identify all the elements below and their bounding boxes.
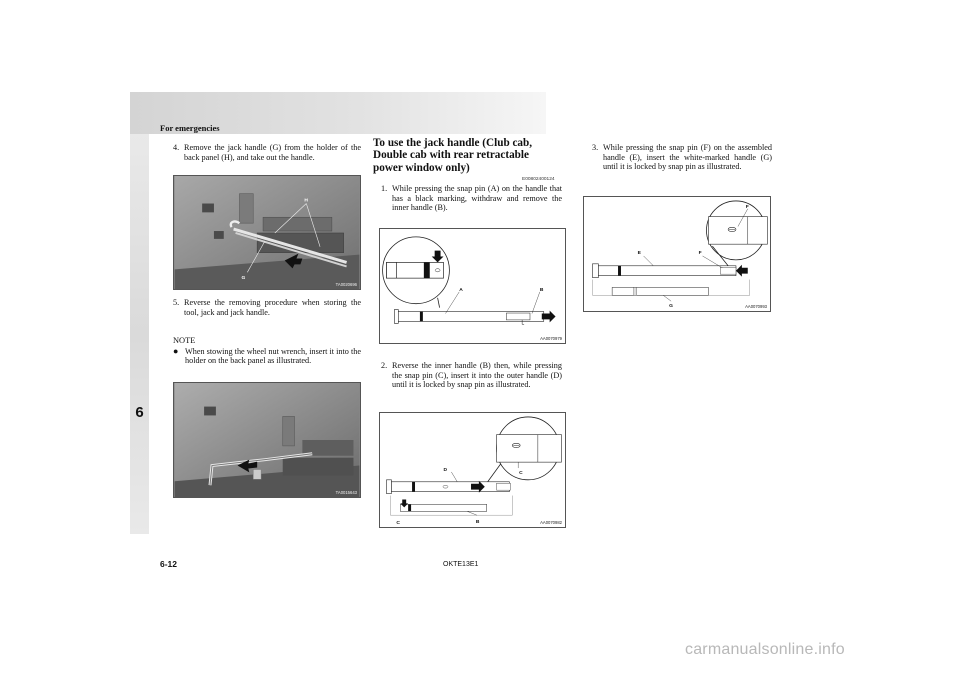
figure-withdraw-inner-handle bbox=[379, 228, 566, 344]
step-number: 1. bbox=[381, 184, 388, 193]
callout-f: F bbox=[698, 251, 702, 256]
watermark: carmanualsonline.info bbox=[685, 641, 845, 658]
step-2 bbox=[381, 361, 562, 390]
callout-c: C bbox=[396, 521, 400, 527]
bullet-icon: ● bbox=[173, 345, 179, 356]
step-number: 3. bbox=[592, 143, 599, 152]
section-heading: To use the jack handle (Club cab, Double cab with rear retractable power window only) bbox=[373, 137, 533, 174]
figure-insert-white-marked-handle bbox=[583, 196, 771, 312]
insert-white-marked-handle-diagram bbox=[584, 197, 770, 311]
figure-jack-handle-holder bbox=[173, 175, 361, 290]
page-number: 6-12 bbox=[160, 559, 178, 569]
callout-b: B bbox=[539, 287, 544, 293]
jack-handle-holder-illustration bbox=[174, 176, 360, 289]
section-title: For emergencies bbox=[160, 123, 220, 133]
step-3 bbox=[592, 143, 772, 172]
callout-a: A bbox=[459, 287, 463, 293]
document-code: E00802400124 bbox=[522, 177, 555, 182]
callout-d: D bbox=[443, 467, 448, 473]
chapter-number: 6 bbox=[135, 404, 144, 421]
step-text: While pressing the snap pin (F) on the assembled handle (E), insert the white-marked handle (G) until it is locked by snap pin as illustrated. bbox=[603, 143, 772, 172]
note-text: When stowing the wheel nut wrench, insert it into the holder on the back panel as illustrated. bbox=[185, 346, 361, 366]
withdraw-inner-handle-diagram bbox=[380, 229, 565, 343]
step-4 bbox=[173, 143, 361, 162]
note-heading: NOTE bbox=[173, 336, 196, 345]
figure-code: TA0015643 bbox=[335, 490, 357, 495]
figure-code: AA0070982 bbox=[540, 520, 562, 525]
callout-f-zoom: F bbox=[745, 204, 749, 210]
callout-h: H bbox=[304, 198, 308, 204]
step-1 bbox=[381, 184, 562, 213]
step-5 bbox=[173, 298, 361, 317]
chapter-side-tab bbox=[130, 134, 149, 534]
step-text: Reverse the removing procedure when storing the tool, jack and jack handle. bbox=[184, 298, 361, 317]
callout-b: B bbox=[475, 520, 480, 526]
figure-code: AA0070993 bbox=[745, 304, 767, 309]
step-text: Reverse the inner handle (B) then, while pressing the snap pin (C), insert it into the outer handle (D) until it is locked by snap pin as illustrated. bbox=[392, 361, 562, 390]
step-text: Remove the jack handle (G) from the holder of the back panel (H), and take out the handle. bbox=[184, 143, 361, 162]
callout-e: E bbox=[637, 251, 641, 256]
callout-g: G bbox=[241, 276, 246, 282]
step-number: 5. bbox=[173, 298, 180, 307]
wheel-nut-wrench-illustration bbox=[174, 383, 360, 497]
step-number: 4. bbox=[173, 143, 180, 152]
insert-inner-handle-diagram bbox=[380, 413, 565, 527]
figure-code: AA0070979 bbox=[540, 336, 562, 341]
step-text: While pressing the snap pin (A) on the handle that has a black marking, withdraw and remove the inner handle (B). bbox=[392, 184, 562, 213]
note-block bbox=[173, 336, 361, 366]
figure-wheel-nut-wrench-stowed bbox=[173, 382, 361, 498]
callout-g: G bbox=[669, 304, 673, 310]
figure-code: TA0020696 bbox=[335, 282, 357, 287]
step-number: 2. bbox=[381, 361, 388, 370]
callout-c-zoom: C bbox=[519, 470, 523, 476]
figure-insert-inner-handle bbox=[379, 412, 566, 528]
document-id: OKTE13E1 bbox=[443, 561, 479, 568]
